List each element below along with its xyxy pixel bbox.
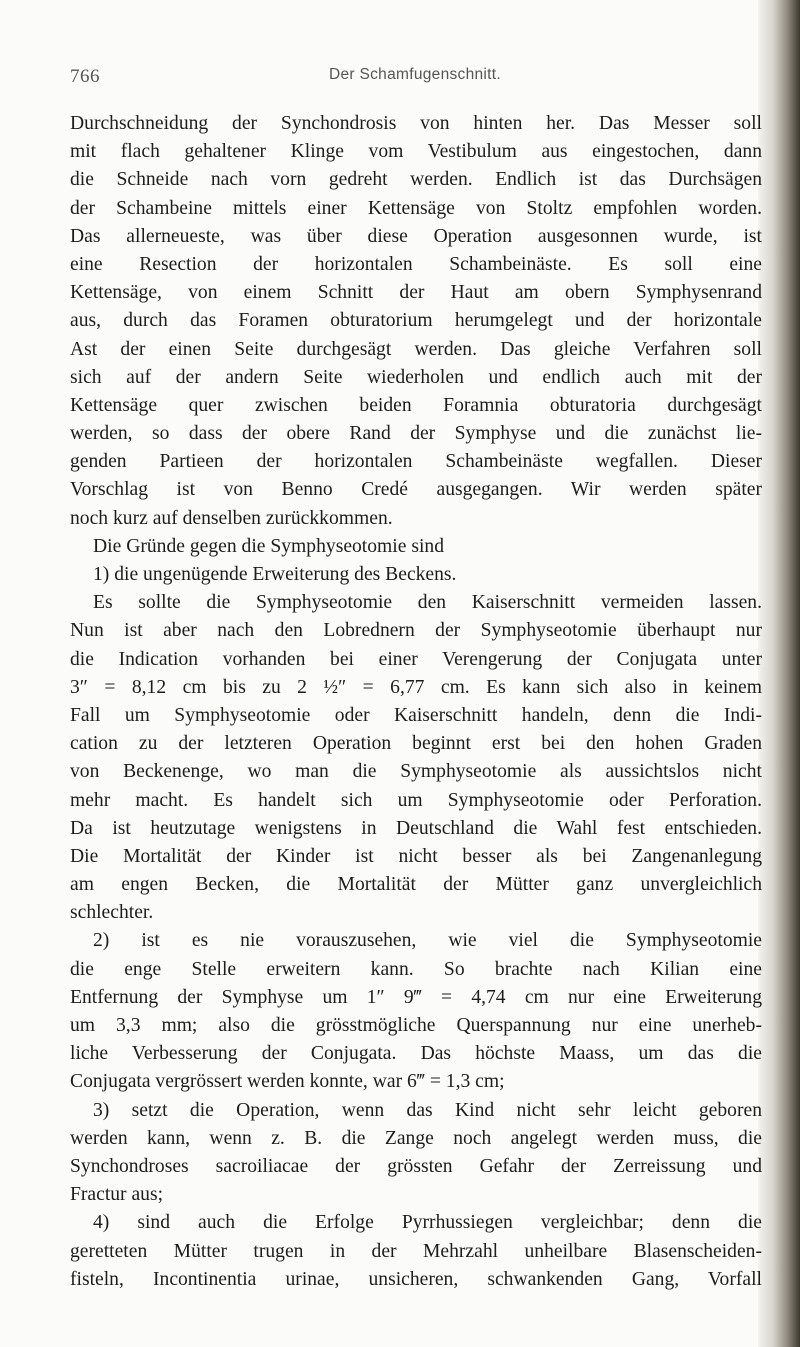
text-line: am engen Becken, die Mortalität der Mütter ganz unvergleichlich <box>70 874 762 896</box>
text-line: die Schneide nach vorn gedreht werden. Endlich ist das Durchsägen <box>70 169 762 191</box>
text-line: Kettensäge quer zwischen beiden Foramnia obturatoria durchgesägt <box>70 394 762 416</box>
text-line: Ast der einen Seite durchgesägt werden. Das gleiche Verfahren soll <box>70 338 762 360</box>
text-line: aus, durch das Foramen obturatorium herumgelegt und der horizontale <box>70 310 762 332</box>
text-line: Vorschlag ist von Benno Credé ausgegangen. Wir werden später <box>70 479 762 501</box>
text-line: Die Mortalität der Kinder ist nicht besser als bei Zangenanlegung <box>70 845 762 867</box>
text-line: von Beckenenge, wo man die Symphyseotomie als aussichtslos nicht <box>70 761 762 783</box>
text-line: mit flach gehaltener Klinge vom Vestibulum aus eingestochen, dann <box>70 141 762 163</box>
text-line: Das allerneueste, was über diese Operation ausgesonnen wurde, ist <box>70 225 762 247</box>
text-line: 4) sind auch die Erfolge Pyrrhussiegen vergleichbar; denn die <box>93 1212 762 1234</box>
page-edge-shadow <box>758 0 800 1347</box>
text-line: 3″ = 8,12 cm bis zu 2 ½″ = 6,77 cm. Es kann sich also in keinem <box>70 676 762 698</box>
text-line: eine Resection der horizontalen Schambeinäste. Es soll eine <box>70 253 762 275</box>
text-line: sich auf der andern Seite wiederholen und endlich auch mit der <box>70 366 762 388</box>
text-line: genden Partieen der horizontalen Schambeinäste wegfallen. Dieser <box>70 451 762 473</box>
text-line: liche Verbesserung der Conjugata. Das höchste Maass, um das die <box>70 1043 762 1065</box>
text-line: 1) die ungenügende Erweiterung des Beckens. <box>93 564 457 585</box>
page-number: 766 <box>70 66 100 87</box>
text-line: werden kann, wenn z. B. die Zange noch angelegt werden muss, die <box>70 1127 762 1149</box>
text-line: fisteln, Incontinentia urinae, unsicheren, schwankenden Gang, Vorfall <box>70 1268 762 1290</box>
text-line: 3) setzt die Operation, wenn das Kind nicht sehr leicht geboren <box>93 1099 762 1121</box>
text-line: Fall um Symphyseotomie oder Kaiserschnitt handeln, denn die Indi- <box>70 704 762 726</box>
text-line: schlechter. <box>70 902 154 924</box>
body-text <box>70 110 762 1294</box>
text-line: noch kurz auf denselben zurückkommen. <box>70 507 393 529</box>
page-header <box>70 66 760 90</box>
text-line: um 3,3 mm; also die grösstmögliche Querspannung nur eine unerheb- <box>70 1015 762 1036</box>
text-line: Es sollte die Symphyseotomie den Kaiserschnitt vermeiden lassen. <box>93 592 762 614</box>
running-head: Der Schamfugenschnitt. <box>328 66 501 83</box>
text-line: mehr macht. Es handelt sich um Symphyseotomie oder Perforation. <box>70 789 762 811</box>
text-line: Die Gründe gegen die Symphyseotomie sind <box>93 535 444 557</box>
text-line: Entfernung der Symphyse um 1″ 9‴ = 4,74 cm nur eine Erweiterung <box>70 986 762 1008</box>
text-line: Kettensäge, von einem Schnitt der Haut am obern Symphysenrand <box>70 282 762 304</box>
text-line: geretteten Mütter trugen in der Mehrzahl unheilbare Blasenscheiden- <box>70 1240 762 1262</box>
text-line: die Indication vorhanden bei einer Verengerung der Conjugata unter <box>70 648 762 670</box>
text-line: der Schambeine mittels einer Kettensäge von Stoltz empfohlen worden. <box>70 197 762 219</box>
text-line: Durchschneidung der Synchondrosis von hinten her. Das Messer soll <box>70 113 762 134</box>
text-line: Fractur aus; <box>70 1184 164 1206</box>
text-line: Synchondroses sacroiliacae der grössten Gefahr der Zerreissung und <box>70 1155 762 1177</box>
text-line: die enge Stelle erweitern kann. So brachte nach Kilian eine <box>70 958 762 980</box>
text-line: Conjugata vergrössert werden konnte, war 6‴ = 1,3 cm; <box>70 1071 505 1093</box>
text-line: werden, so dass der obere Rand der Symphyse und die zunächst lie- <box>70 423 762 445</box>
text-line: Da ist heutzutage wenigstens in Deutschland die Wahl fest entschieden. <box>70 817 762 839</box>
text-line: cation zu der letzteren Operation beginnt erst bei den hohen Graden <box>70 733 762 755</box>
text-line: Nun ist aber nach den Lobrednern der Symphyseotomie überhaupt nur <box>70 620 762 642</box>
text-line: 2) ist es nie vorauszusehen, wie viel die Symphyseotomie <box>93 930 762 952</box>
